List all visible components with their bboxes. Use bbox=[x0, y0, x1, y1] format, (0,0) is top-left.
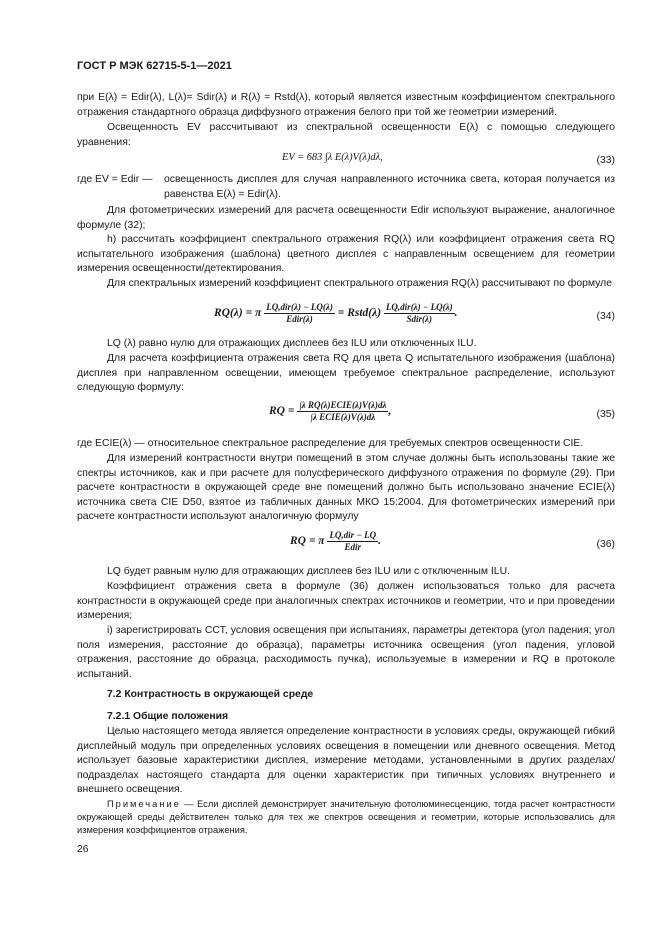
equation-34-end: . bbox=[454, 307, 458, 320]
equation-35-formula bbox=[269, 400, 391, 423]
equation-35-denominator: ∫λ ECIE(λ)V(λ)dλ bbox=[310, 412, 376, 422]
paragraph-contrast-measurement: Для измерений контрастности внутри помещений в этом случае должны быть использованы такие же спектры источников, как и при расчете для полусферического диффузного отражения по формуле (29). При расчете контрастности в окружающей среде вне помещений должно быть использовано значение ECIE(λ) источника света CIE D50, взятое из табличных данных МКО 15:2004. Для фотометрических измерений при расчете контрастности используют аналогичную формулу bbox=[77, 453, 615, 523]
equation-36-number: (36) bbox=[596, 539, 615, 550]
equation-34-middle: = Rstd(λ) bbox=[337, 307, 382, 320]
definition-ev-text: освещенность дисплея для случая направленного источника света, которая получается из равенства E(λ) = Edir(λ). bbox=[164, 174, 615, 200]
equation-34-numerator-1: LQ,dir(λ) − LQ(λ) bbox=[266, 302, 333, 312]
paragraph-reflectance-std: при E(λ) = Edir(λ), L(λ)= Sdir(λ) и R(λ) = Rstd(λ), который является известным коэффициентом спектрального отражения стандартного образца диффузного отражения белого при той же геометрии измерений. bbox=[77, 92, 615, 118]
note-text: — Если дисплей демонстрирует значительную фотолюминесценцию, тогда расчет контрастности окружающей среды действителен только для тех же спектров освещения и геометрии, которые использовались для измерения коэффициентов отражения. bbox=[77, 799, 615, 835]
equation-36-numerator: LQ,dir − LQ bbox=[329, 530, 377, 540]
equation-35-numerator: ∫λ RQ(λ)ECIE(λ)V(λ)dλ bbox=[299, 400, 387, 410]
paragraph-lq-zero: LQ (λ) равно нулю для отражающих дисплеев без ILU или отключенных ILU. bbox=[107, 338, 477, 349]
paragraph-spectral: Для спектральных измерений коэффициент спектрального отражения RQ(λ) рассчитывают по формуле bbox=[107, 278, 612, 289]
equation-34-numerator-2: LQ,dir(λ) − LQ(λ) bbox=[385, 302, 453, 312]
page-number: 26 bbox=[77, 844, 89, 855]
list-item-i: i) зарегистрировать ССТ, условия освещения при испытаниях, параметры детектора (угол падения; угол поля измерения, расстояние до образца), параметры источника освещения (угол падения, угловой отражения, расстояние до образца, расходимость пучка), используемые в измерении и RQ в протоколе испытаний. bbox=[77, 625, 615, 680]
note bbox=[77, 798, 615, 837]
standard-header: ГОСТ Р МЭК 62715-5-1—2021 bbox=[77, 60, 232, 72]
equation-36-denominator: Edir bbox=[344, 542, 362, 552]
equation-34-number: (34) bbox=[596, 311, 615, 322]
equation-34-lhs: RQ(λ) = π bbox=[214, 307, 262, 320]
equation-36 bbox=[77, 530, 615, 560]
paragraph-formula-36-usage: Коэффициент отражения света в формуле (36) должен использоваться только для расчета контрастности в окружающей среде при аналогичных спектрах источников и геометрии, что и при проведении измерения; bbox=[77, 581, 615, 622]
equation-33 bbox=[77, 151, 615, 173]
equation-35-number: (35) bbox=[596, 409, 615, 420]
paragraph-photometric: Для фотометрических измерений для расчета освещенности Edir используют выражение, аналогичное формуле (32); bbox=[77, 205, 615, 231]
equation-34 bbox=[77, 302, 615, 332]
equation-33-formula: EV = 683 ∫λ E(λ)V(λ)dλ, bbox=[282, 152, 383, 163]
paragraph-general-provisions: Целью настоящего метода является определение контрастности в условиях среды, окружающей гибкий дисплейный модуль при определенных условиях освещения в помещении или дневного освещения. Метод использует базовые характеристики дисплея, измерение методами, установленными в других разделах/подразделах настоящего стандарта для оценки характеристик при типичных условиях внутреннего и внешнего освещения. bbox=[77, 726, 615, 796]
section-heading-7-2-1: 7.2.1 Общие положения bbox=[107, 711, 229, 722]
definition-ev-term: где EV = Edir — bbox=[77, 174, 153, 185]
paragraph-lq-zero-2: LQ будет равным нулю для отражающих дисплеев без ILU или с отключенным ILU. bbox=[107, 566, 510, 577]
paragraph-illuminance-intro: Освещенность EV рассчитывают из спектральной освещенности E(λ) с помощью следующего уравнения: bbox=[77, 122, 615, 148]
equation-36-lhs: RQ = π bbox=[290, 535, 325, 548]
equation-34-denominator-2: Sdir(λ) bbox=[406, 314, 433, 324]
list-item-h: h) рассчитать коэффициент спектрального отражения RQ(λ) или коэффициент отражения света RQ испытательного изображения (шаблона) цветного дисплея с направленным освещением для геометрии измерения освещенности/детектирования. bbox=[77, 234, 615, 275]
equation-36-formula bbox=[290, 530, 381, 553]
equation-35-lhs: RQ = bbox=[269, 405, 295, 418]
section-heading-7-2: 7.2 Контрастность в окружающей среде bbox=[107, 689, 314, 700]
equation-35 bbox=[77, 400, 615, 430]
definition-ecie: где ECIE(λ) — относительное спектральное распределение для требуемых спектров освещенности CIE. bbox=[77, 438, 584, 449]
note-label: Примечание bbox=[107, 799, 181, 809]
equation-33-number: (33) bbox=[596, 155, 615, 166]
equation-36-end: . bbox=[378, 535, 382, 548]
equation-35-end: , bbox=[388, 405, 392, 418]
equation-34-denominator-1: Edir(λ) bbox=[286, 314, 313, 324]
paragraph-luminous-reflectance: Для расчета коэффициента отражения света RQ для цвета Q испытательного изображения (шаблона) дисплея при направленном освещении, имеющем требуемое спектральное распределение, используют следующую формулу: bbox=[77, 353, 615, 394]
equation-34-formula bbox=[214, 302, 458, 325]
